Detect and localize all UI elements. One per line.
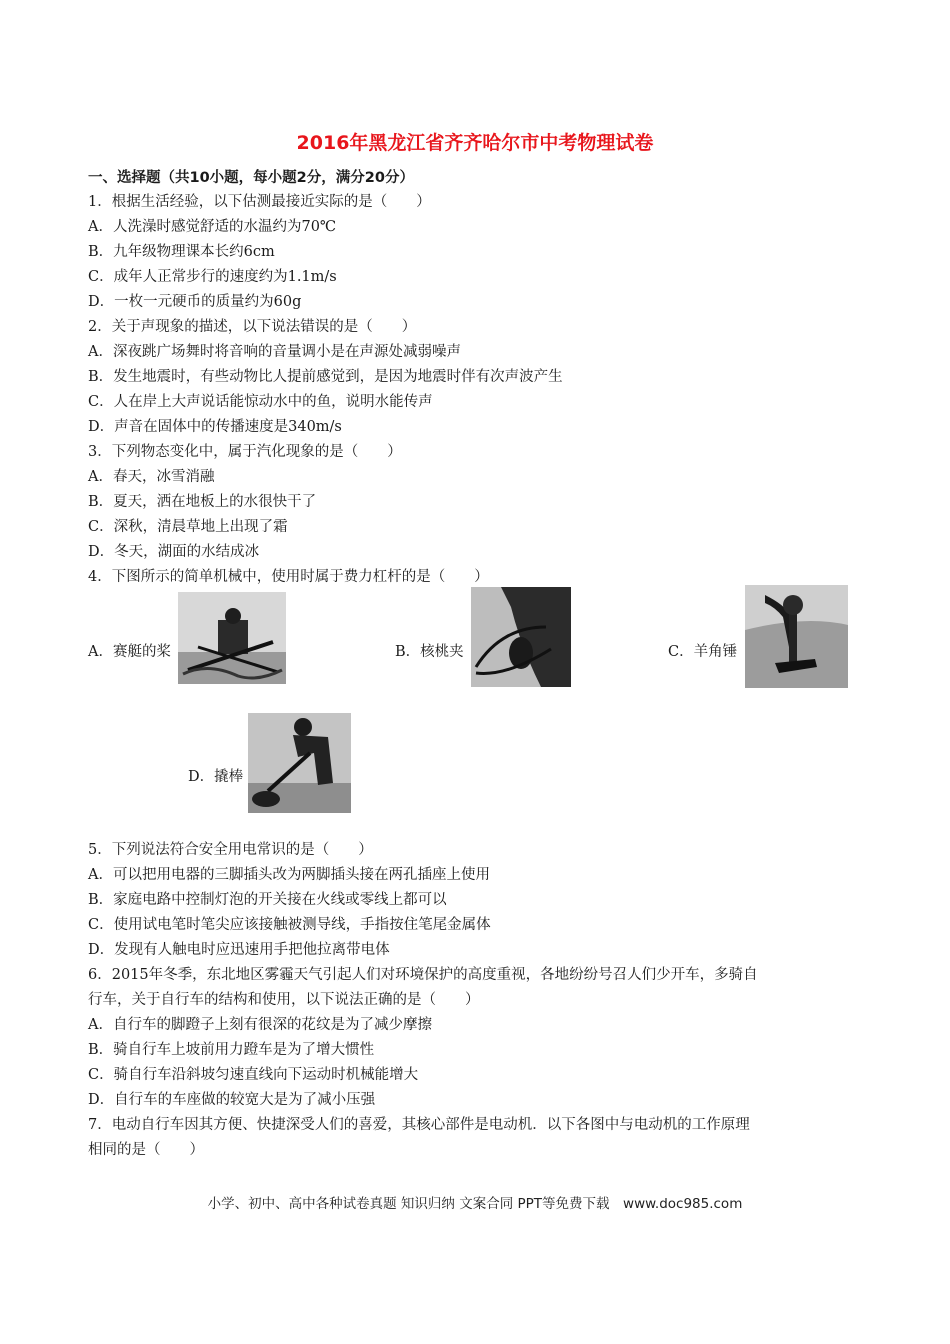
question-3-option-a: A．春天，冰雪消融 bbox=[88, 469, 215, 485]
question-1-option-a: A．人洗澡时感觉舒适的水温约为70℃ bbox=[88, 219, 337, 235]
question-7-stem-line1: 7．电动自行车因其方便、快捷深受人们的喜爱，其核心部件是电动机．以下各图中与电动机的工作原理 bbox=[88, 1117, 750, 1133]
page-title: 2016年黑龙江省齐齐哈尔市中考物理试卷 bbox=[296, 132, 654, 154]
question-4-stem: 4．下图所示的简单机械中，使用时属于费力杠杆的是（ ） bbox=[88, 569, 489, 585]
question-4-option-d: D．撬棒 bbox=[188, 769, 244, 785]
question-1-option-b: B．九年级物理课本长约6cm bbox=[88, 244, 275, 260]
question-3-option-d: D．冬天，湖面的水结成冰 bbox=[88, 544, 260, 560]
question-6-stem-line1: 6．2015年冬季，东北地区雾霾天气引起人们对环境保护的高度重视，各地纷纷号召人们少开车，多骑自 bbox=[88, 967, 758, 983]
question-2-stem: 2．关于声现象的描述，以下说法错误的是（ ） bbox=[88, 319, 417, 335]
question-4-option-c: C．羊角锤 bbox=[668, 644, 738, 660]
question-1-option-c: C．成年人正常步行的速度约为1.1m/s bbox=[88, 269, 337, 285]
question-6-option-a: A．自行车的脚蹬子上刻有很深的花纹是为了减少摩擦 bbox=[88, 1017, 432, 1033]
question-3-option-b: B．夏天，洒在地板上的水很快干了 bbox=[88, 494, 317, 510]
question-3-stem: 3．下列物态变化中，属于汽化现象的是（ ） bbox=[88, 444, 402, 460]
question-6-option-d: D．自行车的车座做的较宽大是为了减小压强 bbox=[88, 1092, 376, 1108]
question-7-stem-line2: 相同的是（ ） bbox=[88, 1142, 204, 1158]
question-4-option-a: A．赛艇的桨 bbox=[88, 644, 171, 660]
question-2-option-d: D．声音在固体中的传播速度是340m/s bbox=[88, 419, 342, 435]
question-2-option-c: C．人在岸上大声说话能惊动水中的鱼，说明水能传声 bbox=[88, 394, 433, 410]
question-4-option-b: B．核桃夹 bbox=[395, 644, 464, 660]
question-5-stem: 5．下列说法符合安全用电常识的是（ ） bbox=[88, 842, 373, 858]
question-1-stem: 1．根据生活经验，以下估测最接近实际的是（ ） bbox=[88, 194, 431, 210]
question-1-option-d: D．一枚一元硬币的质量约为60g bbox=[88, 294, 302, 310]
rowing-oar-image bbox=[178, 592, 286, 684]
question-6-option-c: C．骑自行车沿斜坡匀速直线向下运动时机械能增大 bbox=[88, 1067, 419, 1083]
claw-hammer-image bbox=[745, 585, 848, 688]
crowbar-image bbox=[248, 713, 351, 813]
question-3-option-c: C．深秋，清晨草地上出现了霜 bbox=[88, 519, 288, 535]
question-5-option-d: D．发现有人触电时应迅速用手把他拉离带电体 bbox=[88, 942, 390, 958]
nutcracker-image bbox=[471, 587, 571, 687]
question-5-option-b: B．家庭电路中控制灯泡的开关接在火线或零线上都可以 bbox=[88, 892, 447, 908]
page-footer: 小学、初中、高中各种试卷真题 知识归纳 文案合同 PPT等免费下载 www.doc985.com bbox=[207, 1196, 743, 1212]
question-6-option-b: B．骑自行车上坡前用力蹬车是为了增大惯性 bbox=[88, 1042, 375, 1058]
question-2-option-b: B．发生地震时，有些动物比人提前感觉到，是因为地震时伴有次声波产生 bbox=[88, 369, 563, 385]
question-6-stem-line2: 行车，关于自行车的结构和使用，以下说法正确的是（ ） bbox=[88, 992, 480, 1008]
section-heading: 一、选择题（共10小题，每小题2分，满分20分） bbox=[88, 170, 414, 186]
question-5-option-c: C．使用试电笔时笔尖应该接触被测导线，手指按住笔尾金属体 bbox=[88, 917, 491, 933]
question-5-option-a: A．可以把用电器的三脚插头改为两脚插头接在两孔插座上使用 bbox=[88, 867, 490, 883]
question-2-option-a: A．深夜跳广场舞时将音响的音量调小是在声源处减弱噪声 bbox=[88, 344, 461, 360]
